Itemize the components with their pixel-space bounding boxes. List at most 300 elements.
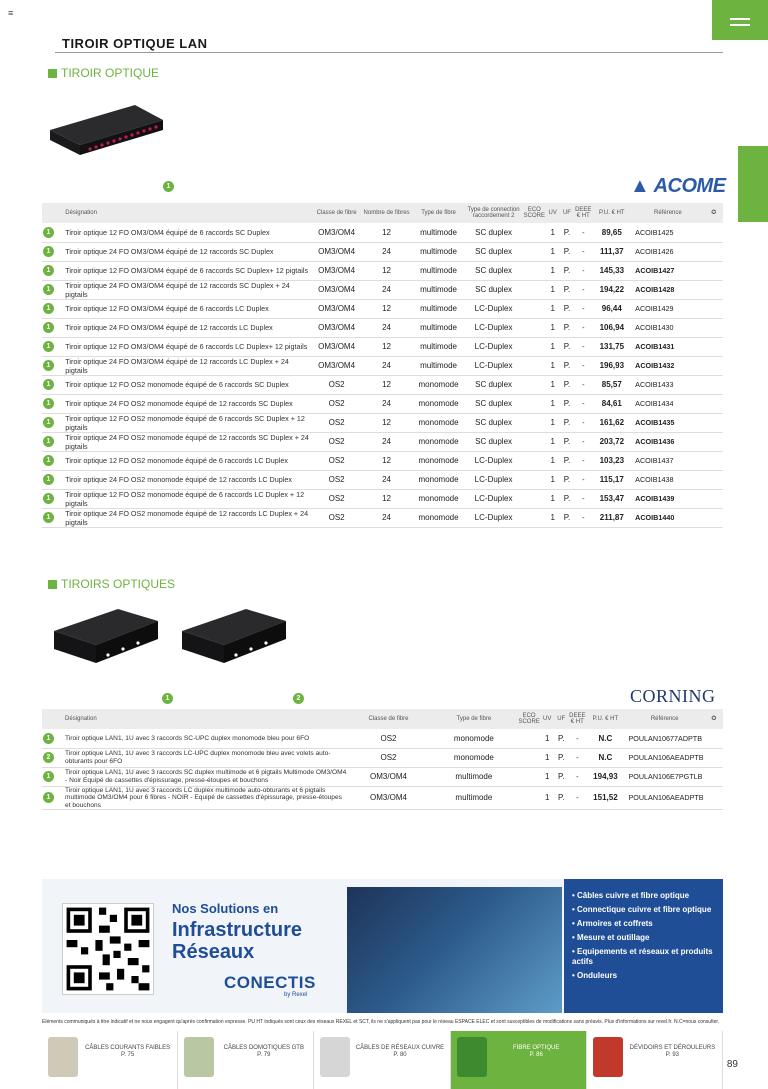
reference-cell: ACOIB1435: [631, 413, 704, 432]
eco-cell: [705, 337, 723, 356]
qr-code-icon[interactable]: [62, 903, 154, 995]
footer-nav-text: [627, 1045, 718, 1059]
designation-cell: Tiroir optique 12 FO OM3/OM4 équipé de 6 raccords SC Duplex: [56, 223, 313, 242]
uv-cell: 1: [546, 337, 560, 356]
category-thumbnail-icon: [48, 1037, 78, 1077]
row-badge: 1: [43, 341, 54, 352]
uf-cell: P.: [560, 280, 574, 299]
price-cell: 85,57: [592, 375, 631, 394]
price-cell: 111,37: [592, 242, 631, 261]
row-badge: 1: [43, 417, 54, 428]
nombre-cell: 12: [360, 451, 413, 470]
uv-cell: 1: [546, 242, 560, 261]
price-cell: N.C: [586, 748, 624, 767]
banner-list-item: • Equipements et réseaux et produits actifs: [572, 947, 713, 966]
price-cell: 161,62: [592, 413, 631, 432]
row-badge: 1: [43, 771, 54, 782]
footer-nav-label: CÂBLES DE RÉSEAUX CUIVRE: [355, 1045, 445, 1051]
uv-cell-value: [523, 394, 545, 413]
row-badge-cell: [42, 356, 56, 375]
table-row[interactable]: [42, 375, 723, 394]
designation-cell: Tiroir optique LAN1, 1U avec 3 raccords SC-UPC duplex monomode bleu pour 6FO: [56, 729, 347, 748]
row-badge: 1: [43, 322, 54, 333]
designation-cell: Tiroir optique 12 FO OS2 monomode équipé de 6 raccords SC Duplex + 12 pigtails: [56, 413, 313, 432]
uf-cell: P.: [560, 318, 574, 337]
eco-cell: [705, 261, 723, 280]
table-row[interactable]: [42, 394, 723, 413]
table-row[interactable]: [42, 729, 723, 748]
deee-cell: -: [574, 413, 592, 432]
row-badge: 1: [43, 493, 54, 504]
type-cell: multimode: [413, 280, 464, 299]
designation-cell: Tiroir optique LAN1, 1U avec 3 raccords SC duplex multimode et 6 pigtails Multimode OM3/OM4 - Noir Equipé de cassettes d'épissurage, presse-étoupes et bouchons: [56, 767, 347, 786]
category-thumbnail-icon: [184, 1037, 214, 1077]
reference-cell: POULAN10677ADPTB: [624, 729, 704, 748]
col-type: Type de fibre: [413, 203, 464, 223]
reference-cell: ACOIB1427: [631, 261, 704, 280]
by-rexel-text: by Rexel: [284, 992, 308, 998]
table-row[interactable]: [42, 748, 723, 767]
uf-cell: P.: [560, 432, 574, 451]
menu-icon: [730, 18, 750, 26]
price-cell: 196,93: [592, 356, 631, 375]
eco-cell: [705, 413, 723, 432]
table-tiroirs-optiques: [42, 709, 723, 810]
section-heading-tiroir-optique: [48, 66, 159, 80]
eco-cell: [705, 786, 723, 810]
footer-nav-text: [491, 1045, 582, 1059]
uv-cell: 1: [540, 767, 554, 786]
footer-nav-item[interactable]: [587, 1031, 723, 1089]
uv-cell: 1: [546, 394, 560, 413]
connection-cell: LC-Duplex: [464, 489, 523, 508]
connection-cell: SC duplex: [464, 242, 523, 261]
row-badge-cell: [42, 748, 56, 767]
table-tiroir-optique: [42, 203, 723, 528]
category-thumbnail-icon: [320, 1037, 350, 1077]
type-cell: monomode: [430, 748, 518, 767]
uv-cell-value: [523, 489, 545, 508]
banner-list: [564, 879, 723, 1013]
uf-cell: P.: [560, 337, 574, 356]
row-badge-cell: [42, 767, 56, 786]
uf-cell: P.: [554, 729, 568, 748]
designation-cell: Tiroir optique 24 FO OS2 monomode équipé de 12 raccords LC Duplex + 24 pigtails: [56, 508, 313, 527]
price-cell: 203,72: [592, 432, 631, 451]
type-cell: monomode: [413, 413, 464, 432]
connection-cell: LC-Duplex: [464, 470, 523, 489]
deee-cell: -: [574, 356, 592, 375]
footer-nav-page: P. 93: [665, 1052, 680, 1058]
col-pu: P.U. € HT: [586, 709, 624, 729]
type-cell: monomode: [413, 375, 464, 394]
connection-cell: LC-Duplex: [464, 356, 523, 375]
eco-cell: [705, 280, 723, 299]
row-badge-cell: [42, 280, 56, 299]
reference-cell: ACOIB1432: [631, 356, 704, 375]
row-badge-cell: [42, 223, 56, 242]
designation-cell: Tiroir optique LAN1, 1U avec 3 raccords LC-UPC duplex monomode bleu avec volets auto-obturants pour 6FO: [56, 748, 347, 767]
nombre-cell: 12: [360, 489, 413, 508]
uf-cell: P.: [560, 299, 574, 318]
table-row[interactable]: [42, 299, 723, 318]
nombre-cell: 24: [360, 394, 413, 413]
table-row[interactable]: [42, 242, 723, 261]
connection-cell: SC duplex: [464, 432, 523, 451]
price-cell: 153,47: [592, 489, 631, 508]
eco-cell: [705, 223, 723, 242]
classe-cell: OM3/OM4: [347, 786, 429, 810]
type-cell: multimode: [413, 299, 464, 318]
deee-cell: -: [568, 748, 586, 767]
price-cell: 106,94: [592, 318, 631, 337]
connection-cell: SC duplex: [464, 280, 523, 299]
reference-cell: POULAN106E7PGTLB: [624, 767, 704, 786]
conectis-banner[interactable]: [42, 879, 723, 1013]
footer-nav-text: [218, 1045, 309, 1059]
eco-score-cell: [518, 748, 540, 767]
row-badge: 1: [43, 398, 54, 409]
nombre-cell: 12: [360, 223, 413, 242]
col-uf: UF: [560, 203, 574, 223]
uv-cell: 1: [546, 451, 560, 470]
row-badge-cell: [42, 729, 56, 748]
designation-cell: Tiroir optique 12 FO OM3/OM4 équipé de 6 raccords LC Duplex: [56, 299, 313, 318]
row-badge: 1: [43, 227, 54, 238]
uv-cell: 1: [546, 375, 560, 394]
uv-cell: 1: [546, 261, 560, 280]
eco-cell: [705, 432, 723, 451]
table-row[interactable]: [42, 489, 723, 508]
type-cell: monomode: [413, 394, 464, 413]
nombre-cell: 12: [360, 337, 413, 356]
fiber-drawer-image: [45, 100, 165, 175]
price-cell: 96,44: [592, 299, 631, 318]
banner-list-item: • Armoires et coffrets: [572, 919, 653, 928]
deee-cell: -: [574, 508, 592, 527]
table-row[interactable]: [42, 786, 723, 810]
nombre-cell: 12: [360, 375, 413, 394]
network-technician-photo: [347, 887, 562, 1013]
classe-cell: OS2: [313, 489, 360, 508]
uf-cell: P.: [560, 261, 574, 280]
deee-cell: -: [574, 261, 592, 280]
footer-nav-label: DÉVIDOIRS ET DÉROULEURS: [629, 1045, 716, 1051]
connection-cell: LC-Duplex: [464, 508, 523, 527]
nombre-cell: 24: [360, 432, 413, 451]
recycle-icon: ✪: [711, 715, 717, 722]
uf-cell: P.: [554, 786, 568, 810]
uv-cell-value: [523, 413, 545, 432]
row-badge: 1: [43, 436, 54, 447]
uv-cell: 1: [546, 280, 560, 299]
eco-cell: [705, 375, 723, 394]
row-badge: 1: [43, 474, 54, 485]
uv-cell-value: [523, 432, 545, 451]
col-eco-icon: [705, 709, 723, 729]
row-badge: 1: [43, 360, 54, 371]
uv-cell: 1: [546, 413, 560, 432]
reference-cell: ACOIB1428: [631, 280, 704, 299]
footer-nav-label: CÂBLES COURANTS FAIBLES: [85, 1045, 171, 1051]
footer-nav: [42, 1031, 723, 1089]
uv-cell: 1: [546, 223, 560, 242]
price-cell: N.C: [586, 729, 624, 748]
uv-cell-value: [523, 318, 545, 337]
price-cell: 103,23: [592, 451, 631, 470]
reference-cell: ACOIB1430: [631, 318, 704, 337]
row-badge-cell: [42, 508, 56, 527]
row-badge-cell: [42, 375, 56, 394]
corner-tab: [712, 0, 768, 40]
acome-logo: ▲ ACOME: [630, 175, 726, 197]
footer-nav-text: [354, 1045, 445, 1059]
type-cell: monomode: [413, 451, 464, 470]
row-badge-cell: [42, 394, 56, 413]
reference-cell: ACOIB1436: [631, 432, 704, 451]
uf-cell: P.: [560, 394, 574, 413]
price-cell: 131,75: [592, 337, 631, 356]
col-nombre: Nombre de fibres: [360, 203, 413, 223]
deee-cell: -: [574, 337, 592, 356]
classe-cell: OM3/OM4: [313, 242, 360, 261]
price-cell: 115,17: [592, 470, 631, 489]
uv-cell-value: [523, 280, 545, 299]
type-cell: monomode: [413, 432, 464, 451]
row-badge: 1: [43, 512, 54, 523]
designation-cell: Tiroir optique 12 FO OS2 monomode équipé de 6 raccords LC Duplex + 12 pigtails: [56, 489, 313, 508]
eco-cell: [705, 767, 723, 786]
row-badge-cell: [42, 242, 56, 261]
classe-cell: OM3/OM4: [313, 356, 360, 375]
reference-cell: ACOIB1437: [631, 451, 704, 470]
deee-cell: -: [574, 280, 592, 299]
table-row[interactable]: [42, 767, 723, 786]
table-row[interactable]: [42, 451, 723, 470]
deee-cell: -: [568, 729, 586, 748]
type-cell: multimode: [413, 223, 464, 242]
nombre-cell: 24: [360, 318, 413, 337]
col-deee: DEEE € HT: [574, 203, 592, 223]
uv-cell: 1: [546, 489, 560, 508]
col-classe: Classe de fibre: [313, 203, 360, 223]
connection-cell: LC-Duplex: [464, 318, 523, 337]
nombre-cell: 12: [360, 413, 413, 432]
designation-cell: Tiroir optique 12 FO OS2 monomode équipé de 6 raccords LC Duplex: [56, 451, 313, 470]
uv-cell: 1: [540, 729, 554, 748]
uv-cell: 1: [546, 299, 560, 318]
uf-cell: P.: [560, 451, 574, 470]
uf-cell: P.: [560, 508, 574, 527]
table-row[interactable]: [42, 223, 723, 242]
uf-cell: P.: [560, 413, 574, 432]
designation-cell: Tiroir optique 24 FO OS2 monomode équipé de 12 raccords SC Duplex + 24 pigtails: [56, 432, 313, 451]
row-badge-cell: [42, 413, 56, 432]
deee-cell: -: [574, 318, 592, 337]
corning-logo: CORNING: [630, 686, 716, 706]
uv-cell-value: [523, 356, 545, 375]
nombre-cell: 12: [360, 261, 413, 280]
eco-score-cell: [518, 729, 540, 748]
product-badge-2: 2: [293, 693, 304, 704]
table-row[interactable]: [42, 413, 723, 432]
eco-cell: [705, 242, 723, 261]
classe-cell: OM3/OM4: [313, 337, 360, 356]
type-cell: monomode: [430, 729, 518, 748]
reference-cell: ACOIB1426: [631, 242, 704, 261]
nombre-cell: 24: [360, 470, 413, 489]
col-uv: UV: [540, 709, 554, 729]
deee-cell: -: [568, 786, 586, 810]
footer-nav-label: FIBRE OPTIQUE: [513, 1045, 560, 1051]
page-title: TIROIR OPTIQUE LAN: [62, 36, 208, 51]
section-title: TIROIRS OPTIQUES: [61, 577, 176, 591]
row-badge: 1: [43, 303, 54, 314]
row-badge: 1: [43, 733, 54, 744]
corning-drawers-image: [48, 603, 298, 673]
banner-list-item: • Connectique cuivre et fibre optique: [572, 905, 712, 914]
row-badge: 1: [43, 379, 54, 390]
type-cell: multimode: [413, 242, 464, 261]
row-badge: 1: [43, 792, 54, 803]
section-title: TIROIR OPTIQUE: [61, 66, 160, 80]
type-cell: multimode: [430, 786, 518, 810]
uv-cell: 1: [546, 508, 560, 527]
classe-cell: OS2: [347, 729, 429, 748]
price-cell: 194,22: [592, 280, 631, 299]
deee-cell: -: [574, 432, 592, 451]
col-connection: Type de connection raccordement 2: [464, 203, 523, 223]
uf-cell: P.: [560, 470, 574, 489]
eco-cell: [705, 394, 723, 413]
reference-cell: ACOIB1431: [631, 337, 704, 356]
banner-list-item: • Mesure et outillage: [572, 933, 650, 942]
eco-cell: [705, 470, 723, 489]
uv-cell: 1: [546, 318, 560, 337]
type-cell: monomode: [413, 470, 464, 489]
uf-cell: P.: [554, 767, 568, 786]
footer-nav-item[interactable]: [178, 1031, 314, 1089]
classe-cell: OM3/OM4: [313, 280, 360, 299]
footer-nav-label: CÂBLES DOMOTIQUES GTB: [223, 1045, 304, 1051]
row-badge: 1: [43, 284, 54, 295]
col-type: Type de fibre: [430, 709, 518, 729]
classe-cell: OM3/OM4: [347, 767, 429, 786]
row-badge-cell: [42, 489, 56, 508]
product-badge: 1: [163, 181, 174, 192]
title-divider: [55, 52, 723, 53]
footer-nav-page: P. 86: [529, 1052, 543, 1058]
banner-list-item: • Onduleurs: [572, 971, 618, 980]
col-eco-icon: [705, 203, 723, 223]
table-row[interactable]: [42, 318, 723, 337]
connection-cell: LC-Duplex: [464, 451, 523, 470]
footer-nav-item[interactable]: [314, 1031, 450, 1089]
page-number: 89: [726, 1059, 738, 1070]
designation-cell: Tiroir optique LAN1, 1U avec 3 raccords LC duplex multimode auto-obturants et 6 pigtails multimode OM3/OM4 pour 6 fibres - NOIR - Equipé de cassettes d'épissurage, presse-étoupes et bouchons: [56, 786, 347, 810]
nombre-cell: 12: [360, 299, 413, 318]
reference-cell: POULAN106AEADPTB: [624, 748, 704, 767]
classe-cell: OS2: [313, 451, 360, 470]
connection-cell: LC-Duplex: [464, 337, 523, 356]
price-cell: 151,52: [586, 786, 624, 810]
conectis-logo: CONECTIS: [224, 973, 316, 992]
uv-cell: 1: [540, 786, 554, 810]
col-classe: Classe de fibre: [347, 709, 429, 729]
footer-nav-page: P. 75: [120, 1052, 135, 1058]
type-cell: multimode: [413, 261, 464, 280]
designation-cell: Tiroir optique 24 FO OM3/OM4 équipé de 12 raccords LC Duplex + 24 pigtails: [56, 356, 313, 375]
banner-headline: [172, 919, 302, 963]
uv-cell-value: [523, 242, 545, 261]
acome-brand-text: ACOME: [653, 175, 726, 197]
product-badge-1: 1: [162, 693, 173, 704]
classe-cell: OM3/OM4: [313, 299, 360, 318]
designation-cell: Tiroir optique 24 FO OM3/OM4 équipé de 12 raccords SC Duplex + 24 pigtails: [56, 280, 313, 299]
banner-solutions-text: Nos Solutions en: [172, 901, 279, 916]
classe-cell: OS2: [313, 413, 360, 432]
banner-list-item: • Câbles cuivre et fibre optique: [572, 891, 690, 900]
row-badge-cell: [42, 337, 56, 356]
reference-cell: POULAN106AEADPTB: [624, 786, 704, 810]
connection-cell: SC duplex: [464, 394, 523, 413]
banner-headline-line1: Infrastructure: [172, 919, 303, 941]
uv-cell-value: [523, 470, 545, 489]
table-row[interactable]: [42, 337, 723, 356]
uv-cell-value: [523, 337, 545, 356]
table-row[interactable]: [42, 261, 723, 280]
table-row[interactable]: [42, 470, 723, 489]
reference-cell: ACOIB1433: [631, 375, 704, 394]
designation-cell: Tiroir optique 12 FO OM3/OM4 équipé de 6 raccords SC Duplex+ 12 pigtails: [56, 261, 313, 280]
deee-cell: -: [574, 451, 592, 470]
category-thumbnail-icon: [457, 1037, 487, 1077]
uv-cell: 1: [546, 356, 560, 375]
eco-score-cell: [518, 786, 540, 810]
deee-cell: -: [574, 375, 592, 394]
uf-cell: P.: [560, 242, 574, 261]
designation-cell: Tiroir optique 24 FO OM3/OM4 équipé de 12 raccords LC Duplex: [56, 318, 313, 337]
banner-headline-line2: Réseaux: [172, 941, 255, 963]
footer-nav-item[interactable]: [451, 1031, 587, 1089]
row-badge-cell: [42, 299, 56, 318]
col-uv: UV: [546, 203, 560, 223]
col-reference: Référence: [631, 203, 704, 223]
section-square-icon: [48, 69, 57, 78]
uv-cell-value: [523, 261, 545, 280]
uv-cell-value: [523, 223, 545, 242]
nombre-cell: 24: [360, 280, 413, 299]
table-row[interactable]: [42, 280, 723, 299]
deee-cell: -: [574, 223, 592, 242]
col-uf: UF: [554, 709, 568, 729]
nombre-cell: 24: [360, 356, 413, 375]
table-row[interactable]: [42, 508, 723, 527]
table-row[interactable]: [42, 432, 723, 451]
col-pu: P.U. € HT: [592, 203, 631, 223]
price-cell: 89,65: [592, 223, 631, 242]
classe-cell: OS2: [313, 375, 360, 394]
uv-cell-value: [523, 299, 545, 318]
row-badge-cell: [42, 451, 56, 470]
eco-cell: [705, 748, 723, 767]
classe-cell: OS2: [313, 394, 360, 413]
deee-cell: -: [574, 489, 592, 508]
eco-cell: [705, 356, 723, 375]
row-badge: 1: [43, 455, 54, 466]
table-row[interactable]: [42, 356, 723, 375]
footer-nav-item[interactable]: [42, 1031, 178, 1089]
